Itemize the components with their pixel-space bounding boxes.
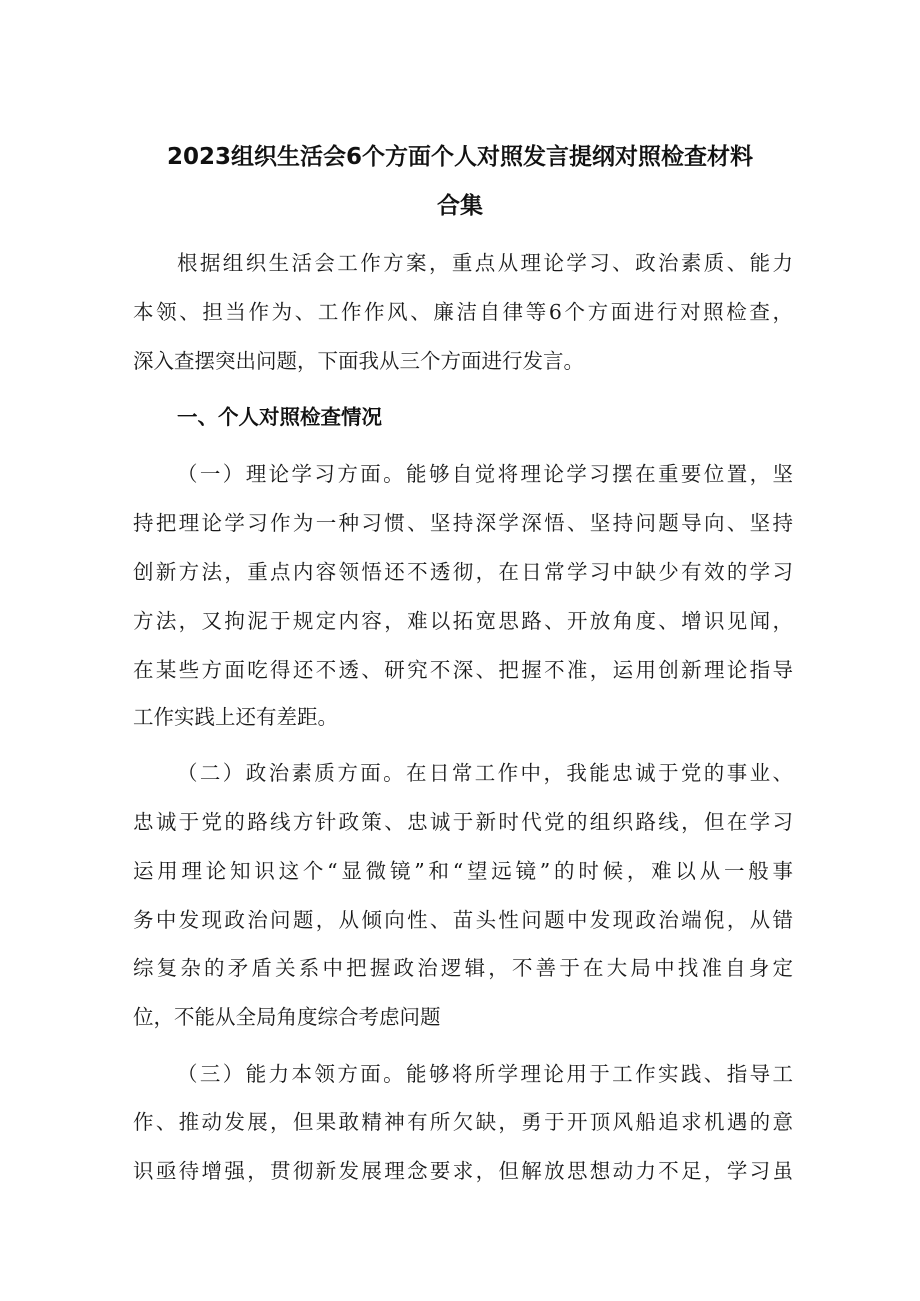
paragraph-line: 综复杂的矛盾关系中把握政治逻辑，不善于在大局中找准自身定 [133,956,793,980]
paragraph-line: 位，不能从全局角度综合考虑问题 [133,1005,441,1029]
paragraph-line: 工作实践上还有差距。 [133,705,338,729]
paragraph-line: （三）能力本领方面。能够将所学理论用于工作实践、指导工 [177,1062,793,1086]
paragraph-line: 忠诚于党的路线方针政策、忠诚于新时代党的组织路线，但在学习 [133,810,793,834]
paragraph-line: 在某些方面吃得还不透、研究不深、把握不准，运用创新理论指导 [133,658,793,682]
paragraph-line: 识亟待增强，贯彻新发展理念要求，但解放思想动力不足，学习虽 [133,1159,793,1183]
document-title-line-2: 合集 [437,193,483,219]
document-title-line-1: 2023组织生活会6个方面个人对照发言提纲对照检查材料 [166,144,754,170]
paragraph-line: 作、推动发展，但果敢精神有所欠缺，勇于开顶风船追求机遇的意 [133,1110,793,1134]
paragraph-line: 根据组织生活会工作方案，重点从理论学习、政治素质、能力 [177,251,793,275]
section-heading: 一、个人对照检查情况 [177,405,382,429]
paragraph-line: 运用理论知识这个“显微镜”和“望远镜”的时候，难以从一般事 [133,859,793,883]
paragraph-line: 方法，又拘泥于规定内容，难以拓宽思路、开放角度、增识见闻， [133,609,793,633]
paragraph-line: 持把理论学习作为一种习惯、坚持深学深悟、坚持问题导向、坚持 [133,511,793,535]
paragraph-line: 务中发现政治问题，从倾向性、苗头性问题中发现政治端倪，从错 [133,908,793,932]
paragraph-line: 深入查摆突出问题，下面我从三个方面进行发言。 [133,349,584,373]
paragraph-line: 本领、担当作为、工作作风、廉洁自律等6个方面进行对照检查， [133,300,793,324]
paragraph-line: 创新方法，重点内容领悟还不透彻，在日常学习中缺少有效的学习 [133,560,793,584]
paragraph-line: （一）理论学习方面。能够自觉将理论学习摆在重要位置，坚 [177,462,793,486]
paragraph-line: （二）政治素质方面。在日常工作中，我能忠诚于党的事业、 [177,761,793,785]
